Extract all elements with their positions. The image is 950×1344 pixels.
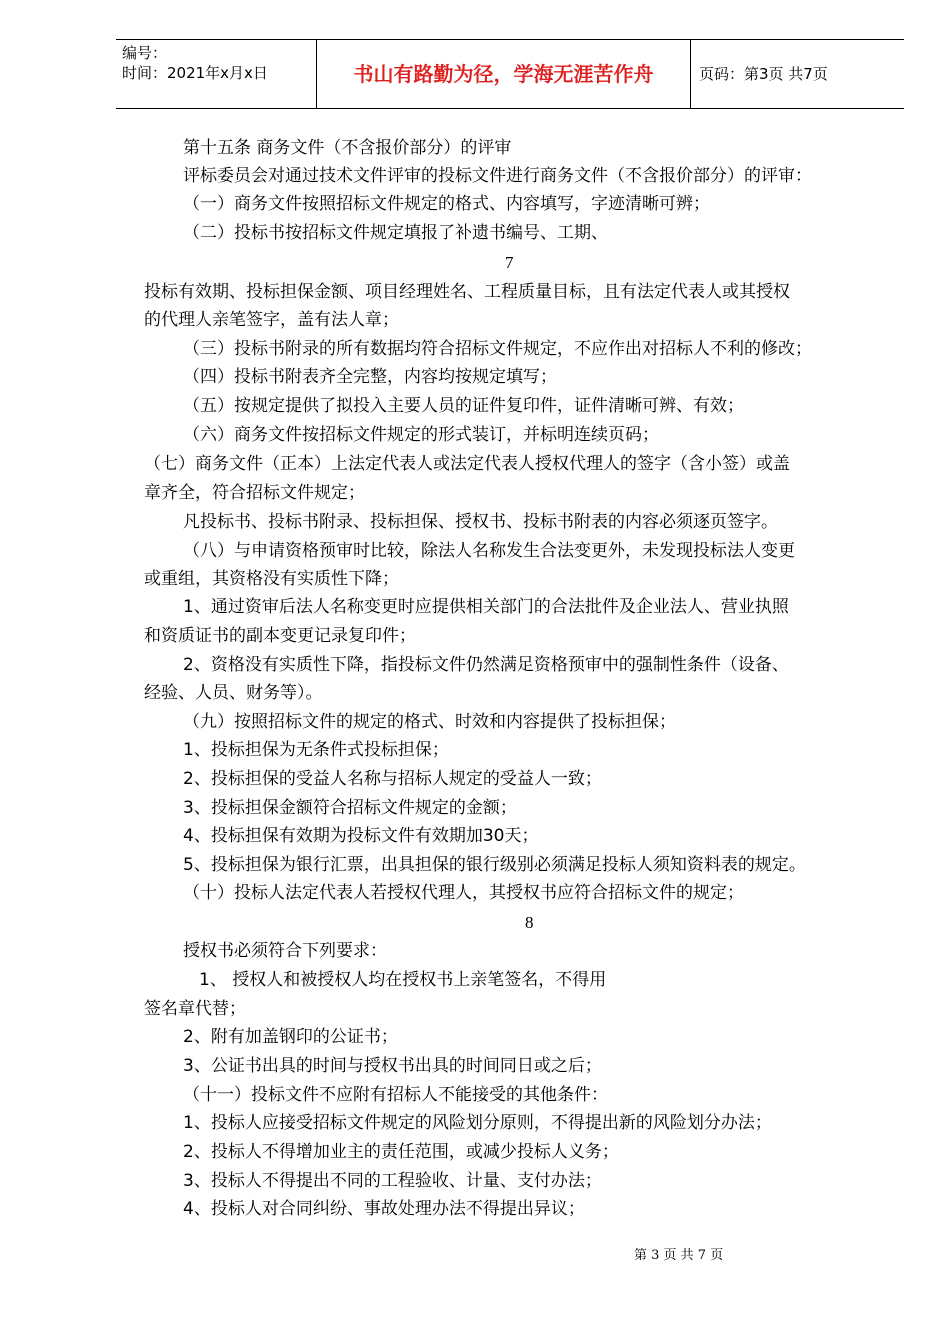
text-line: （三）投标书附录的所有数据均符合招标文件规定，不应作出对招标人不利的修改；	[183, 339, 812, 359]
page-header	[116, 39, 904, 109]
text-line: （十一）投标文件不应附有招标人不能接受的其他条件：	[183, 1085, 608, 1105]
text-line: 和资质证书的副本变更记录复印件；	[144, 626, 416, 646]
text-line: 1、投标担保为无条件式投标担保；	[183, 740, 449, 760]
text-line: 4、投标担保有效期为投标文件有效期加30天；	[183, 826, 539, 846]
header-motto-cell	[316, 40, 691, 108]
header-page-cell	[691, 40, 904, 108]
motto-text: 书山有路勤为径，学海无涯苦作舟	[353, 62, 654, 86]
text-line: 1、 授权人和被授权人均在授权书上亲笔签名，不得用	[199, 970, 607, 990]
text-line: （五）按规定提供了拟投入主要人员的证件复印件，证件清晰可辨、有效；	[183, 396, 744, 416]
text-line: 3、公证书出具的时间与授权书出具的时间同日或之后；	[183, 1056, 602, 1076]
text-line: 签名章代替；	[144, 999, 246, 1019]
text-line: 第十五条 商务文件（不含报价部分）的评审	[183, 138, 512, 158]
page-info: 页码：第3页 共7页	[699, 65, 828, 83]
text-line: 评标委员会对通过技术文件评审的投标文件进行商务文件（不含报价部分）的评审：	[183, 166, 812, 186]
text-line: 授权书必须符合下列要求：	[183, 941, 387, 961]
text-line: （九）按照招标文件的规定的格式、时效和内容提供了投标担保；	[183, 712, 676, 732]
time-label: 时间：2021年x月x日	[122, 64, 268, 82]
text-line: 章齐全，符合招标文件规定；	[144, 483, 365, 503]
text-line: 2、投标人不得增加业主的责任范围，或减少投标人义务；	[183, 1142, 619, 1162]
text-line: 3、投标担保金额符合招标文件规定的金额；	[183, 798, 517, 818]
text-line: 投标有效期、投标担保金额、项目经理姓名、工程质量目标，且有法定代表人或其授权	[144, 282, 790, 302]
page-footer: 第 3 页 共 7 页	[634, 1248, 724, 1263]
text-line: （十）投标人法定代表人若授权代理人，其授权书应符合招标文件的规定；	[183, 883, 744, 903]
text-line: 5、投标担保为银行汇票，出具担保的银行级别必须满足投标人须知资料表的规定。	[183, 855, 806, 875]
text-line: 1、通过资审后法人名称变更时应提供相关部门的合法批件及企业法人、营业执照	[183, 597, 789, 617]
text-line: （六）商务文件按招标文件规定的形式装订，并标明连续页码；	[183, 425, 659, 445]
text-line: 2、资格没有实质性下降，指投标文件仍然满足资格预审中的强制性条件（设备、	[183, 655, 789, 675]
text-line: 或重组，其资格没有实质性下降；	[144, 569, 399, 589]
header-meta-cell	[116, 40, 316, 108]
text-line: （二）投标书按招标文件规定填报了补遗书编号、工期、	[183, 223, 608, 243]
page-number: 8	[525, 913, 534, 932]
text-line: 经验、人员、财务等）。	[144, 683, 323, 703]
text-line: 4、投标人对合同纠纷、事故处理办法不得提出异议；	[183, 1199, 585, 1219]
text-line: （七）商务文件（正本）上法定代表人或法定代表人授权代理人的签字（含小签）或盖	[144, 454, 790, 474]
text-line: 的代理人亲笔签字，盖有法人章；	[144, 310, 399, 330]
text-line: （八）与申请资格预审时比较，除法人名称发生合法变更外，未发现投标法人变更	[183, 541, 795, 561]
serial-label: 编号：	[122, 44, 168, 62]
page-number: 7	[505, 253, 514, 272]
text-line: 2、投标担保的受益人名称与招标人规定的受益人一致；	[183, 769, 602, 789]
text-line: （四）投标书附表齐全完整，内容均按规定填写；	[183, 367, 557, 387]
text-line: 2、附有加盖钢印的公证书；	[183, 1027, 398, 1047]
text-line: 3、投标人不得提出不同的工程验收、计量、支付办法；	[183, 1171, 602, 1191]
text-line: 凡投标书、投标书附录、投标担保、授权书、投标书附表的内容必须逐页签字。	[183, 512, 778, 532]
text-line: 1、投标人应接受招标文件规定的风险划分原则，不得提出新的风险划分办法；	[183, 1113, 772, 1133]
text-line: （一）商务文件按照招标文件规定的格式、内容填写，字迹清晰可辨；	[183, 194, 710, 214]
